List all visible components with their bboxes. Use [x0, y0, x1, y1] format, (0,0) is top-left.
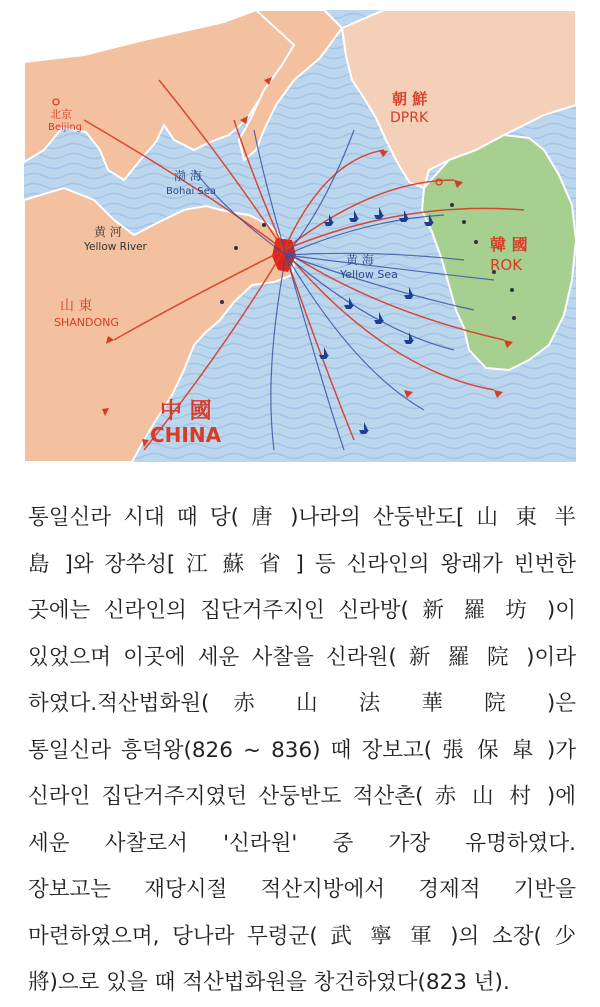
paragraph-line: 있었으며 이곳에 세운 사찰을 신라원( 新 羅 院 )이라: [28, 644, 576, 670]
rok-label-cn: 韓 國: [490, 235, 528, 254]
historical-route-map: [24, 10, 576, 462]
beijing-label-cn: 北京: [50, 108, 72, 121]
yellow-sea-label-en: Yellow Sea: [340, 268, 398, 281]
china-label-cn: 中 國: [160, 399, 212, 424]
china-label-en: CHINA: [150, 423, 222, 447]
paragraph-line: 島 ]와 장쑤성[ 江 蘇 省 ] 등 신라인의 왕래가 빈번한: [28, 551, 576, 577]
yellow-river-label-cn: 黄 河: [94, 225, 122, 239]
dprk-label-en: DPRK: [390, 110, 429, 126]
paragraph-line: 將)으로 있을 때 적산법화원을 창건하였다(823 년).: [28, 970, 510, 995]
yellow-sea-label-cn: 黄 海: [346, 253, 374, 267]
description-paragraph: [28, 495, 576, 1007]
paragraph-line: 장보고는 재당시절 적산지방에서 경제적 기반을: [28, 877, 576, 902]
yellow-river-label-en: Yellow River: [84, 241, 147, 253]
paragraph-line: 세운 사찰로서 '신라원' 중 가장 유명하였다.: [28, 830, 576, 856]
paragraph-line: 곳에는 신라인의 집단거주지인 신라방( 新 羅 坊 )이: [28, 598, 576, 623]
shandong-label-en: SHANDONG: [54, 316, 119, 329]
dprk-label-cn: 朝 鮮: [392, 90, 428, 108]
bohai-label-en: Bohai Sea: [166, 186, 217, 197]
paragraph-line: 통일신라 흥덕왕(826 ~ 836) 때 장보고( 張 保 皐 )가: [28, 737, 576, 763]
paragraph-line: 신라인 집단거주지였던 산둥반도 적산촌( 赤 山 村 )에: [28, 784, 576, 809]
beijing-label-en: Beijing: [48, 122, 83, 133]
bohai-label-cn: 渤 海: [174, 169, 202, 183]
paragraph-line: 통일신라 시대 때 당( 唐 )나라의 산둥반도[ 山 東 半: [28, 505, 576, 530]
rok-label-en: ROK: [490, 256, 523, 274]
shandong-label-cn: 山 東: [60, 298, 93, 314]
paragraph-line: 마련하였으며, 당나라 무령군( 武 寧 軍 )의 소장( 少: [28, 923, 576, 949]
paragraph-line: 하였다.적산법화원( 赤 山 法 華 院 )은: [28, 691, 576, 716]
